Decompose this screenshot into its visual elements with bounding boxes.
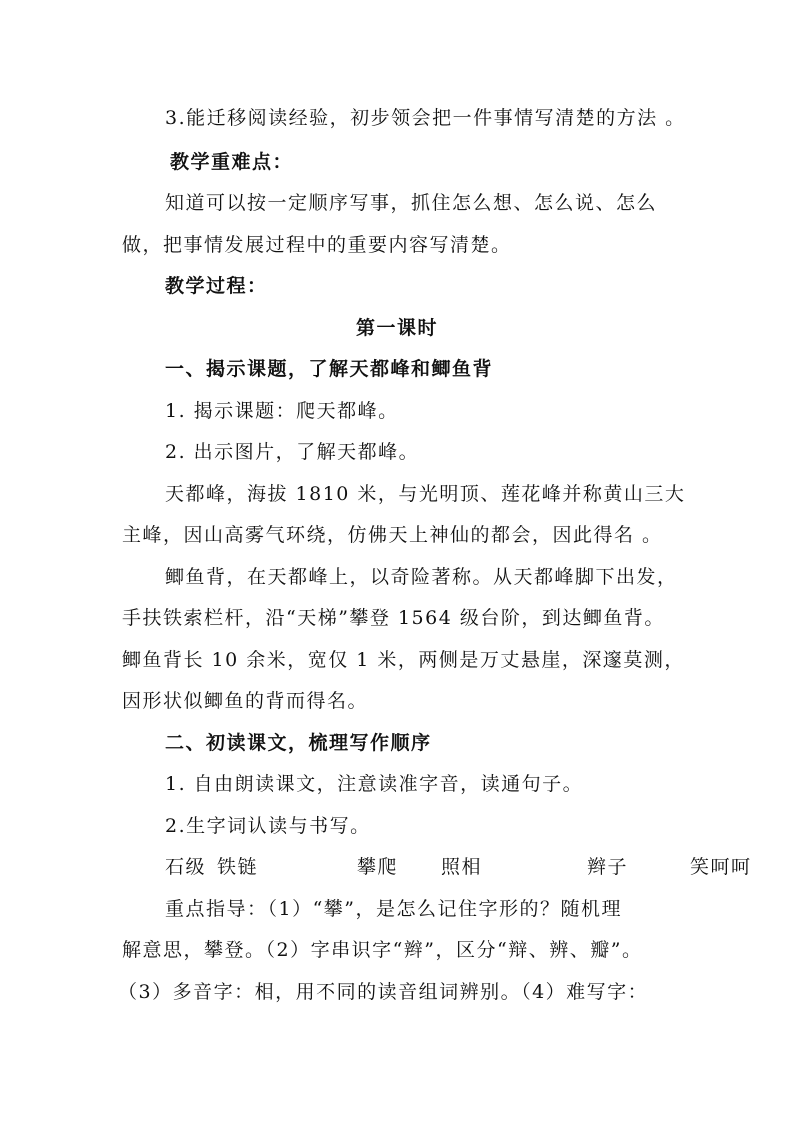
vocabulary-row: [165, 855, 752, 879]
section-1-item-1: 1. 揭示课题：爬天都峰。: [165, 400, 399, 422]
vocab-word: 石级: [165, 856, 207, 878]
key-points-heading: 教学重难点：: [170, 151, 294, 173]
section-2-item-1: 1. 自由朗读课文，注意读准字音，读通句子。: [165, 773, 584, 795]
vocab-word: 辫子: [587, 856, 629, 878]
objective-3: 3.能迁移阅读经验，初步领会把一件事情写清楚的方法 。: [165, 107, 686, 129]
vocab-word: 铁链: [217, 856, 259, 878]
jiyu-paragraph-line-1: 鲫鱼背，在天都峰上，以奇险著称。从天都峰脚下出发，: [165, 566, 678, 588]
section-2-heading: 二、初读课文，梳理写作顺序: [165, 732, 432, 754]
jiyu-paragraph-line-2: 手扶铁索栏杆，沿“天梯”攀登 1564 级台阶，到达鲫鱼背。: [122, 607, 665, 629]
jiyu-paragraph-line-4: 因形状似鲫鱼的背而得名。: [122, 690, 369, 712]
guidance-line-2: 解意思，攀登。（2）字串识字“辫”，区分“辩、辨、瓣”。: [122, 939, 643, 961]
section-1-item-2: 2. 出示图片，了解天都峰。: [165, 441, 420, 463]
tiandu-paragraph-line-2: 主峰，因山高雾气环绕，仿佛天上神仙的都会，因此得名 。: [122, 524, 663, 546]
vocab-word: 攀爬: [357, 856, 399, 878]
vocab-word: 照相: [441, 856, 483, 878]
process-heading: 教学过程：: [165, 275, 268, 297]
jiyu-paragraph-line-3: 鲫鱼背长 10 余米，宽仅 1 米，两侧是万丈悬崖，深邃莫测，: [122, 649, 685, 671]
key-points-line-1: 知道可以按一定顺序写事，抓住怎么想、怎么说、怎么: [165, 192, 658, 214]
tiandu-paragraph-line-1: 天都峰，海拔 1810 米，与光明顶、莲花峰并称黄山三大: [165, 483, 686, 505]
section-1-heading: 一、揭示课题，了解天都峰和鲫鱼背: [165, 358, 494, 380]
section-2-item-2: 2.生字词认读与书写。: [165, 815, 371, 837]
key-points-line-2: 做，把事情发展过程中的重要内容写清楚。: [122, 234, 512, 256]
vocab-word: 笑呵呵: [690, 856, 752, 878]
guidance-line-3: （3）多音字：相，用不同的读音组词辨别。（4）难写字：: [118, 981, 649, 1003]
lesson-title: 第一课时: [355, 317, 438, 339]
guidance-line-1: 重点指导：（1）“攀”，是怎么记住字形的？随机理: [165, 898, 623, 920]
